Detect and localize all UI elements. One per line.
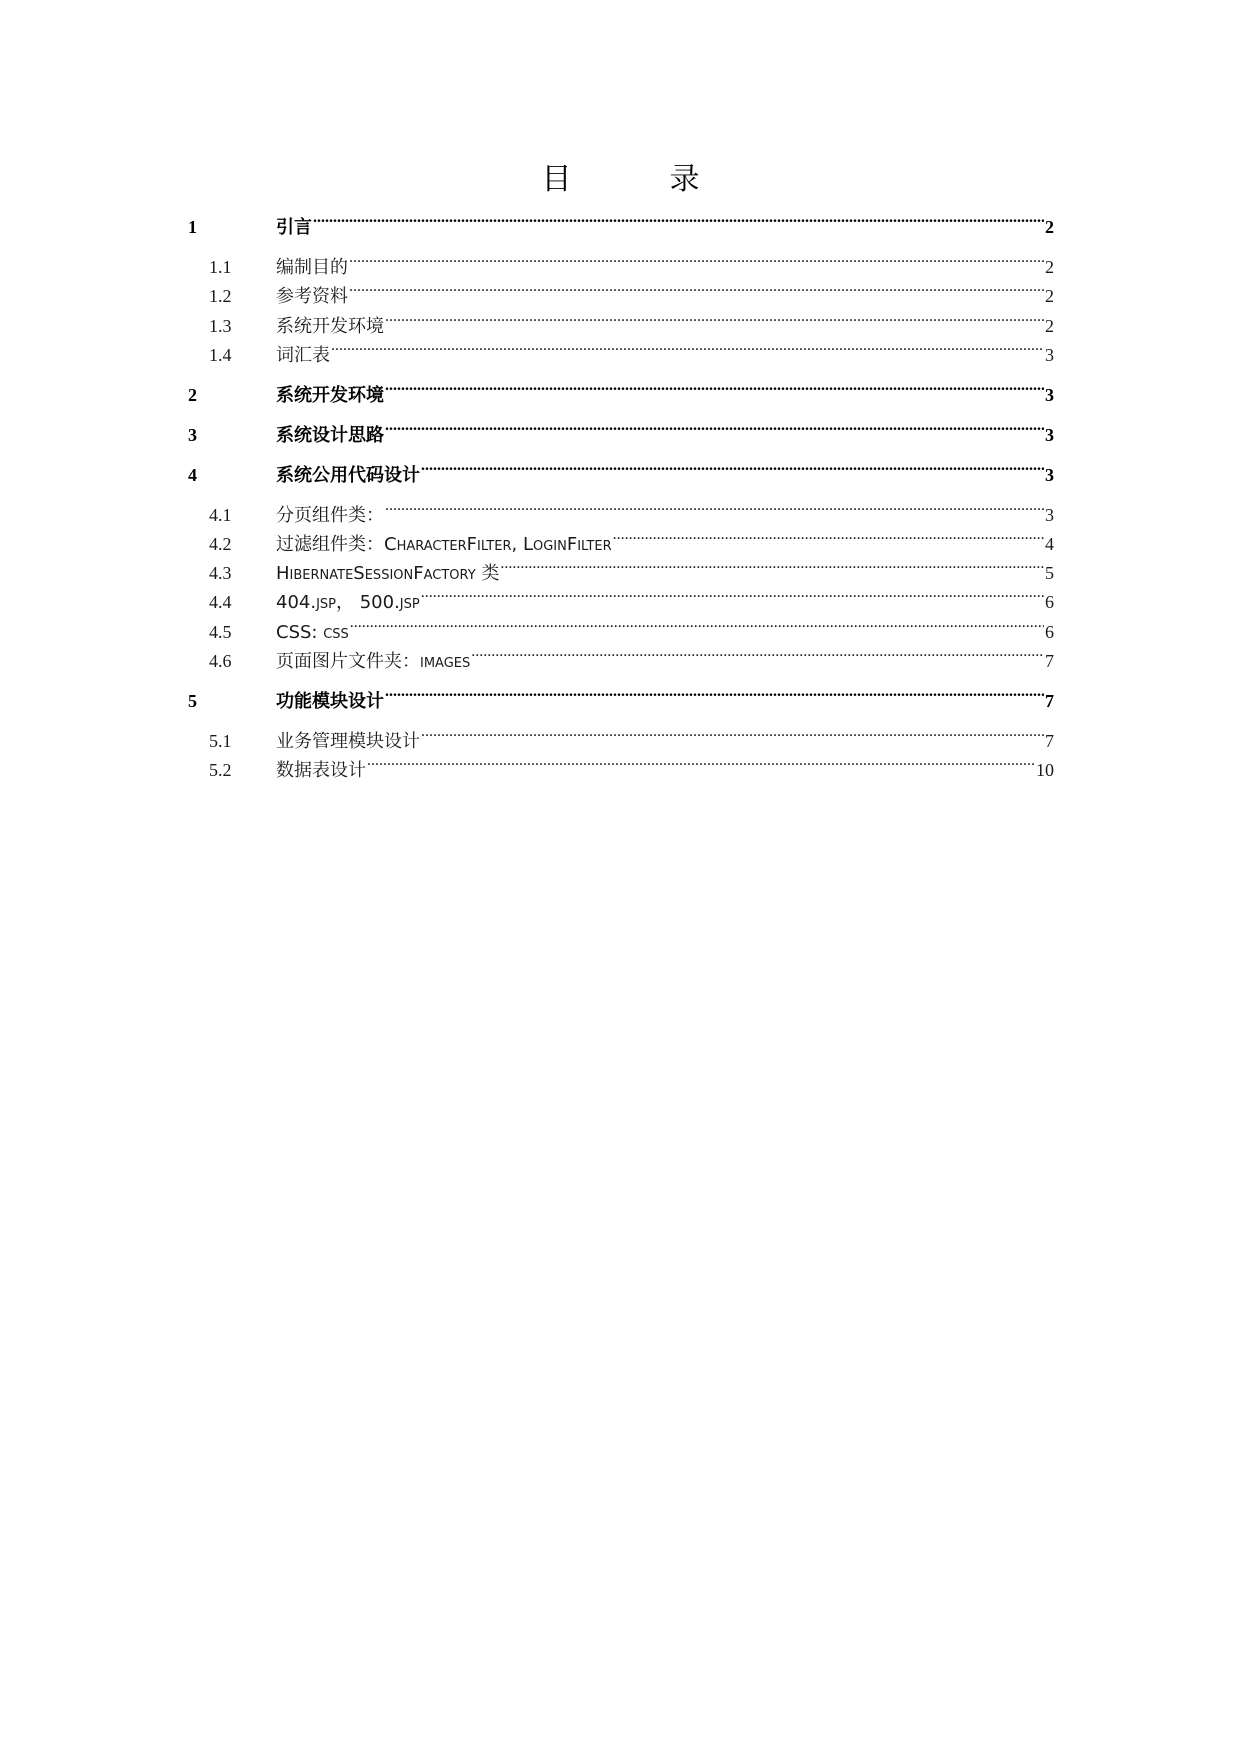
toc-entry-page: 6 [1045,592,1054,612]
toc-entry-page: 7 [1045,731,1054,751]
toc-entry-number: 4.3 [209,563,232,583]
toc-entry[interactable] [188,746,1054,781]
toc-entry-number: 1.2 [209,286,232,306]
toc-leader-dots [421,451,1044,481]
toc-entry-label: 系统开发环境 [276,316,384,337]
toc-entry-label: 系统开发环境 [276,385,384,406]
toc-entry-label: 词汇表 [276,345,330,366]
toc-entry-label: 过滤组件类：CharacterFilter, LoginFilter [276,534,612,555]
toc-leader-dots [367,746,1035,776]
toc-entry[interactable] [188,272,1054,307]
toc-entry-label: 分页组件类： [276,505,384,526]
toc-leader-dots [385,677,1044,707]
toc-entry-page: 10 [1036,760,1054,780]
toc-entry-page: 3 [1045,345,1054,365]
toc-leader-dots [471,637,1044,667]
toc-entry[interactable] [188,549,1054,584]
toc-entry-number: 4 [188,465,197,485]
toc-entry-number: 1.3 [209,316,232,336]
toc-leader-dots [385,371,1044,401]
toc-entry-page: 2 [1045,316,1054,336]
toc-entry-page: 3 [1045,425,1054,445]
toc-leader-dots [421,717,1044,747]
toc-entry-page: 3 [1045,465,1054,485]
toc-entry-number: 4.2 [209,534,232,554]
toc-entry-number: 4.1 [209,505,232,525]
toc-entry-label: 页面图片文件夹：images [276,651,471,672]
toc-entry-page: 6 [1045,622,1054,642]
toc-entry-label: 数据表设计 [276,760,366,781]
toc-entry-page: 2 [1045,217,1054,237]
toc-leader-dots [500,549,1044,579]
toc-leader-dots [421,578,1044,608]
toc-entry[interactable] [188,608,1054,643]
toc-entry-label: 参考资料 [276,286,348,307]
toc-leader-dots [349,243,1044,273]
toc-entry[interactable] [188,677,1054,712]
toc-entry[interactable] [188,637,1054,672]
toc-entry-label: 功能模块设计 [276,691,384,712]
toc-leader-dots [613,520,1044,550]
toc-entry-page: 2 [1045,257,1054,277]
toc-entry-page: 3 [1045,505,1054,525]
toc-entry-number: 4.4 [209,592,232,612]
toc-leader-dots [349,272,1044,302]
toc-entry-label: CSS: css [276,622,349,643]
toc-leader-dots [385,411,1044,441]
toc-entry[interactable] [188,717,1054,752]
toc-entry-number: 3 [188,425,197,445]
toc-entry-label: 404.jsp， 500.jsp [276,592,420,613]
toc-leader-dots [313,203,1044,233]
toc-entry[interactable] [188,491,1054,526]
toc-entry[interactable] [188,520,1054,555]
toc-entry[interactable] [188,578,1054,613]
toc-leader-dots [350,608,1044,638]
toc-leader-dots [385,302,1044,332]
toc-entry-number: 1.4 [209,345,232,365]
toc-entry-page: 4 [1045,534,1054,554]
toc-entry-page: 5 [1045,563,1054,583]
toc-entry-label: 系统设计思路 [276,425,384,446]
toc-entry-number: 4.5 [209,622,232,642]
toc-title: 目 录 [541,162,734,197]
toc-entry-page: 2 [1045,286,1054,306]
toc-entry[interactable] [188,203,1054,238]
toc-entry-number: 2 [188,385,197,405]
toc-entry-label: 系统公用代码设计 [276,465,420,486]
toc-entry-number: 4.6 [209,651,232,671]
toc-entry[interactable] [188,331,1054,366]
toc-leader-dots [385,491,1044,521]
toc-entry-label: 业务管理模块设计 [276,731,420,752]
toc-entry[interactable] [188,451,1054,486]
toc-entry[interactable] [188,411,1054,446]
toc-entry-page: 7 [1045,691,1054,711]
toc-entry-label: 编制目的 [276,257,348,278]
toc-entry-label: 引言 [276,217,312,238]
toc-entry-page: 3 [1045,385,1054,405]
toc-entry-page: 7 [1045,651,1054,671]
toc-entry-number: 5.1 [209,731,232,751]
toc-entry-number: 5.2 [209,760,232,780]
toc-entry[interactable] [188,302,1054,337]
toc-entry[interactable] [188,243,1054,278]
toc-leader-dots [331,331,1044,361]
toc-entry-label: HibernateSessionFactory 类 [276,563,500,584]
toc-entry-number: 1.1 [209,257,232,277]
toc-entry-number: 5 [188,691,197,711]
toc-entry-number: 1 [188,217,197,237]
toc-entry[interactable] [188,371,1054,406]
